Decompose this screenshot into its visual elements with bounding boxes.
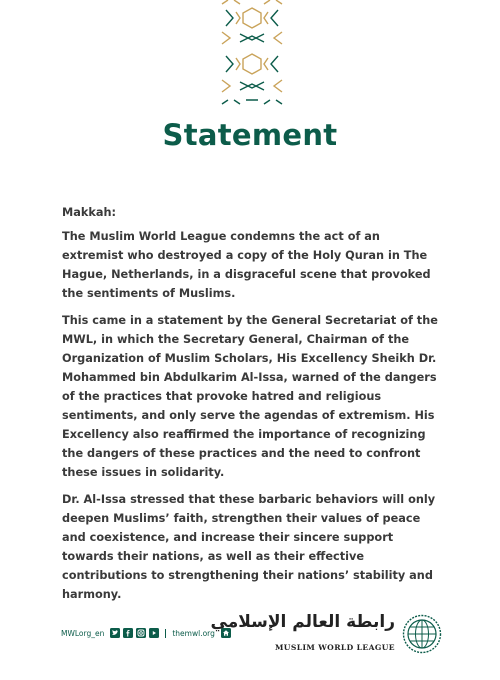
dateline: Makkah:	[62, 206, 117, 219]
mwl-logo	[210, 612, 447, 656]
org-name-arabic: رابطة العالم الإسلامي	[210, 612, 395, 632]
twitter-icon[interactable]	[110, 628, 120, 638]
islamic-ornament-icon	[220, 0, 284, 108]
org-name-english: MUSLIM WORLD LEAGUE	[275, 643, 395, 652]
page-title: Statement	[162, 118, 338, 152]
instagram-icon[interactable]	[136, 628, 146, 638]
paragraph-1: The Muslim World League condemns the act of an extremist who destroyed a copy of the Holy Quran in The Hague, Netherlands, in a disgraceful scene that provoked the sentiments of Muslims.	[62, 230, 431, 300]
footer-social	[61, 626, 231, 640]
website-link[interactable]: themwl.org	[172, 628, 215, 638]
footer-divider	[165, 629, 166, 638]
globe-emblem-icon	[402, 614, 442, 654]
paragraph-3: Dr. Al-Issa stressed that these barbaric behaviors will only deepen Muslims’ faith, strengthen their values of peace and coexistence, and increase their sincere support towards their nations, as well as their effective contributions to strengthening their nations’ stability and harmony.	[62, 493, 436, 601]
statement-body	[62, 203, 442, 612]
social-handle[interactable]: MWLorg_en	[61, 628, 105, 638]
facebook-icon[interactable]	[123, 628, 133, 638]
paragraph-2: This came in a statement by the General Secretariat of the MWL, in which the Secretary General, Chairman of the Organization of Muslim Scholars, His Excellency Sheikh Dr. Mohammed bin Abdulkarim Al-Issa, warned of the dangers of the practices that provoke hatred and religious sentiments, and only serve the agendas of extremism. His Excellency also reaffirmed the importance of recognizing the dangers of these practices and the need to confront these issues in solidarity.	[62, 314, 438, 479]
youtube-icon[interactable]	[149, 628, 159, 638]
